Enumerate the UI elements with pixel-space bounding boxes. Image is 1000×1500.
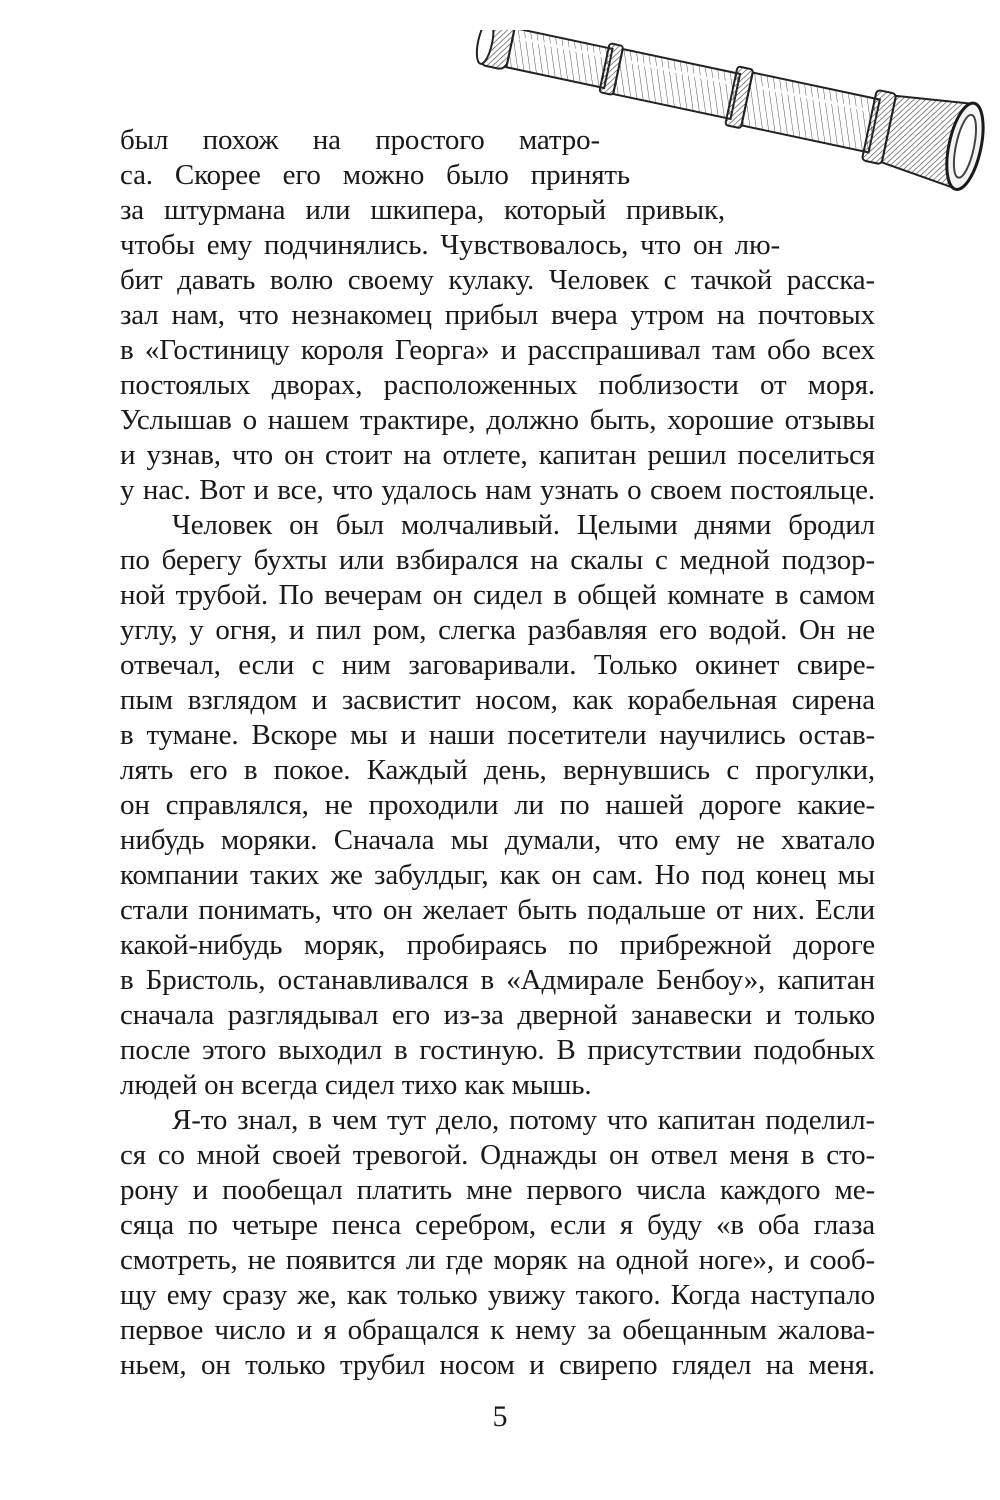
text-line: и узнав, что он стоит на отлете, капитан решил поселиться: [120, 439, 875, 471]
text-line: после этого выходил в гостиную. В присутствии подобных: [120, 1034, 875, 1066]
text-line: какой-нибудь моряк, пробираясь по прибрежной дороге: [120, 929, 875, 961]
text-line: компании таких же забулдыг, как он сам. Но под конец мы: [120, 859, 875, 891]
text-line: углу, у огня, и пил ром, слегка разбавляя его водой. Он не: [120, 614, 875, 646]
text-line: в тумане. Вскоре мы и наши посетители научились остав-: [120, 719, 875, 751]
text-line: людей он всегда сидел тихо как мышь.: [120, 1069, 592, 1101]
text-line: Услышав о нашем трактире, должно быть, хорошие отзывы: [120, 404, 875, 436]
text-line: Я-то знал, в чем тут дело, потому что капитан поделил-: [172, 1104, 875, 1136]
text-line: ся со мной своей тревогой. Однажды он отвел меня в сто-: [120, 1139, 875, 1171]
text-line: нибудь моряки. Сначала мы думали, что ему не хватало: [120, 824, 875, 856]
text-line: он справлялся, не проходили ли по нашей дороге какие-: [120, 789, 875, 821]
text-line: по берегу бухты или взбирался на скалы с медной подзор-: [120, 544, 875, 576]
text-line: чтобы ему подчинялись. Чувствовалось, что он лю-: [120, 229, 780, 261]
text-line: у нас. Вот и все, что удалось нам узнать о своем постояльце.: [120, 474, 875, 506]
text-line: зал нам, что незнакомец прибыл вчера утром на почтовых: [120, 299, 875, 331]
text-line: отвечал, если с ним заговаривали. Только окинет свире-: [120, 649, 875, 681]
text-line: сначала разглядывал его из-за дверной занавески и только: [120, 999, 875, 1031]
text-line: лять его в покое. Каждый день, вернувшись с прогулки,: [120, 754, 875, 786]
text-line: смотреть, не появится ли где моряк на одной ноге», и сооб-: [120, 1244, 875, 1276]
text-line: са. Скорее его можно было принять: [120, 159, 630, 191]
text-line: рону и пообещал платить мне первого числа каждого ме-: [120, 1174, 875, 1206]
text-line: бит давать волю своему кулаку. Человек с тачкой расска-: [120, 264, 875, 296]
page-number: 5: [492, 1400, 508, 1433]
text-line: постоялых дворах, расположенных поблизости от моря.: [120, 369, 875, 401]
text-line: пым взглядом и засвистит носом, как корабельная сирена: [120, 684, 875, 716]
text-line: ной трубой. По вечерам он сидел в общей комнате в самом: [120, 579, 875, 611]
text-line: был похож на простого матро-: [120, 124, 600, 156]
text-line: сяца по четыре пенса серебром, если я буду «в оба глаза: [120, 1209, 875, 1241]
text-line: Человек он был молчаливый. Целыми днями бродил: [172, 509, 875, 541]
text-line: ньем, он только трубил носом и свирепо глядел на меня.: [120, 1349, 875, 1381]
text-line: первое число и я обращался к нему за обещанным жалова-: [120, 1314, 875, 1346]
text-line: в Бристоль, останавливался в «Адмирале Бенбоу», капитан: [120, 964, 875, 996]
text-line: за штурмана или шкипера, который привык,: [120, 194, 725, 226]
text-line: стали понимать, что он желает быть подальше от них. Если: [120, 894, 875, 926]
text-line: щу ему сразу же, как только увижу такого. Когда наступало: [120, 1279, 875, 1311]
text-line: в «Гостиницу короля Георга» и расспрашивал там обо всех: [120, 334, 875, 366]
